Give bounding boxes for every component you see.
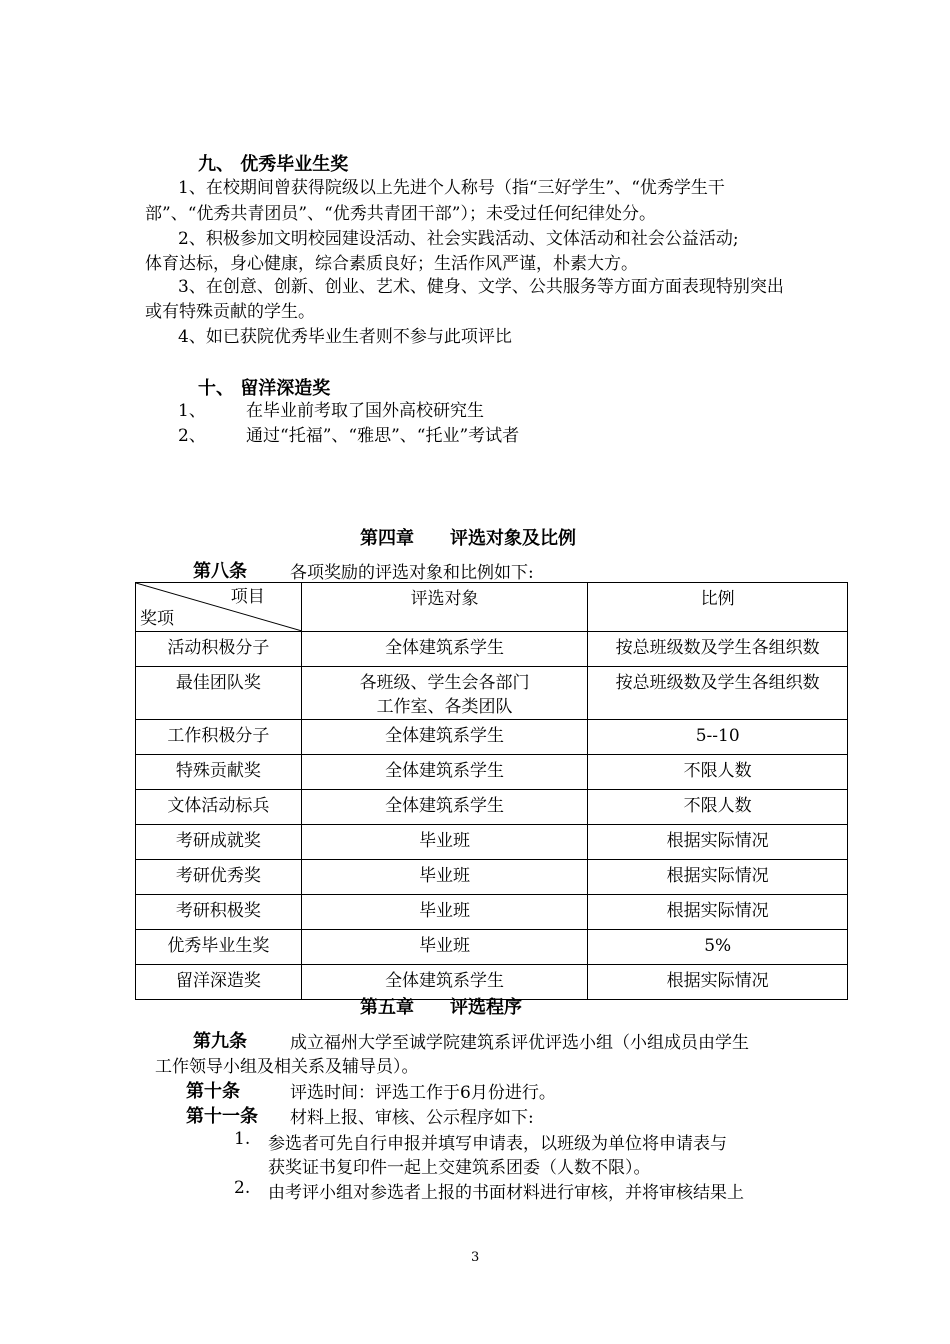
chapter-4-title: 第四章 评选对象及比例: [360, 528, 576, 549]
table-row: [136, 632, 848, 667]
table-row: [136, 755, 848, 790]
award-name: 考研积极奖: [136, 895, 302, 930]
award-ratio: 根据实际情况: [588, 895, 848, 930]
section-10-item-2-text: 通过“托福”、“雅思”、“托业”考试者: [246, 426, 520, 446]
award-ratio: 不限人数: [588, 755, 848, 790]
award-target: 全体建筑系学生: [301, 965, 588, 1000]
award-target: 毕业班: [301, 930, 588, 965]
table-header-diagonal-cell: [136, 583, 302, 632]
section-9-item-2-line-2: 体育达标，身心健康，综合素质良好；生活作风严谨，朴素大方。: [145, 254, 638, 274]
award-target: 全体建筑系学生: [301, 720, 588, 755]
step-1-line-1: 参选者可先自行申报并填写申请表，以班级为单位将申请表与: [268, 1134, 727, 1154]
table-row: [136, 930, 848, 965]
section-10-heading: 十、 留洋深造奖: [198, 378, 331, 399]
article-10-label: 第十条: [186, 1081, 240, 1102]
award-target: 毕业班: [301, 860, 588, 895]
step-2-line-1: 由考评小组对参选者上报的书面材料进行审核，并将审核结果上: [268, 1183, 744, 1203]
section-9-item-4: 4、如已获院优秀毕业生者则不参与此项评比: [178, 327, 512, 347]
article-9-line-1: 成立福州大学至诚学院建筑系评优评选小组（小组成员由学生: [290, 1033, 749, 1053]
section-9-heading: 九、 优秀毕业生奖: [198, 154, 349, 175]
award-target-line-2: 工作室、各类团队: [376, 697, 513, 717]
section-9-item-1-line-2: 部”、“优秀共青团员”、“优秀共青团干部”）；未受过任何纪律处分。: [145, 204, 656, 224]
article-11-label: 第十一条: [186, 1106, 258, 1127]
award-target: 全体建筑系学生: [301, 755, 588, 790]
section-9-item-2-line-1: 2、积极参加文明校园建设活动、社会实践活动、文体活动和社会公益活动;: [178, 229, 739, 249]
award-ratio: 根据实际情况: [588, 860, 848, 895]
table-header-item: 项目: [230, 587, 265, 607]
award-name: 文体活动标兵: [136, 790, 302, 825]
award-name: 工作积极分子: [136, 720, 302, 755]
article-10-text: 评选时间：评选工作于6月份进行。: [290, 1083, 556, 1103]
article-9-label: 第九条: [193, 1031, 247, 1052]
award-name: 最佳团队奖: [136, 667, 302, 720]
step-2-num: 2.: [234, 1178, 251, 1198]
award-target: 全体建筑系学生: [301, 790, 588, 825]
article-11-text: 材料上报、审核、公示程序如下:: [290, 1108, 534, 1128]
table-row: [136, 667, 848, 720]
section-10-item-2-num: 2、: [178, 426, 206, 446]
award-name: 留洋深造奖: [136, 965, 302, 1000]
award-ratio: 根据实际情况: [588, 965, 848, 1000]
award-name: 考研优秀奖: [136, 860, 302, 895]
award-target: 毕业班: [301, 825, 588, 860]
article-9-line-2: 工作领导小组及相关系及辅导员）。: [155, 1057, 419, 1077]
table-row: [136, 720, 848, 755]
award-ratio: 不限人数: [588, 790, 848, 825]
award-target: 全体建筑系学生: [301, 632, 588, 667]
awards-table: [135, 582, 848, 1000]
page-number: 3: [471, 1250, 480, 1265]
award-name: 考研成就奖: [136, 825, 302, 860]
step-1-num: 1.: [234, 1129, 251, 1149]
award-ratio: 按总班级数及学生各组织数: [588, 632, 848, 667]
section-9-item-3-line-2: 或有特殊贡献的学生。: [145, 302, 315, 322]
award-name: 优秀毕业生奖: [136, 930, 302, 965]
section-10-item-1-text: 在毕业前考取了国外高校研究生: [246, 401, 484, 421]
award-ratio: 按总班级数及学生各组织数: [588, 667, 848, 720]
table-header-target: 评选对象: [301, 583, 588, 632]
section-10-item-1-num: 1、: [178, 401, 206, 421]
step-1-line-2: 获奖证书复印件一起上交建筑系团委（人数不限）。: [268, 1158, 651, 1178]
award-target: 毕业班: [301, 895, 588, 930]
award-target: [301, 667, 588, 720]
table-header-award: 奖项: [140, 609, 174, 629]
article-8-label: 第八条: [193, 561, 247, 582]
table-row: [136, 790, 848, 825]
award-ratio: 5%: [588, 930, 848, 965]
article-8-text: 各项奖励的评选对象和比例如下:: [290, 563, 534, 583]
section-9-item-1-line-1: 1、在校期间曾获得院级以上先进个人称号（指“三好学生”、“优秀学生干: [178, 178, 725, 198]
section-9-item-3-line-1: 3、在创意、创新、创业、艺术、健身、文学、公共服务等方面方面表现特别突出: [178, 277, 784, 297]
table-header-ratio: 比例: [588, 583, 848, 632]
award-name: 特殊贡献奖: [136, 755, 302, 790]
award-target-line-1: 各班级、学生会各部门: [359, 673, 530, 693]
table-row: [136, 825, 848, 860]
award-name: 活动积极分子: [136, 632, 302, 667]
chapter-5-title: 第五章 评选程序: [360, 997, 522, 1018]
table-row: [136, 860, 848, 895]
award-ratio: 根据实际情况: [588, 825, 848, 860]
award-ratio: 5--10: [588, 720, 848, 755]
table-row: [136, 895, 848, 930]
